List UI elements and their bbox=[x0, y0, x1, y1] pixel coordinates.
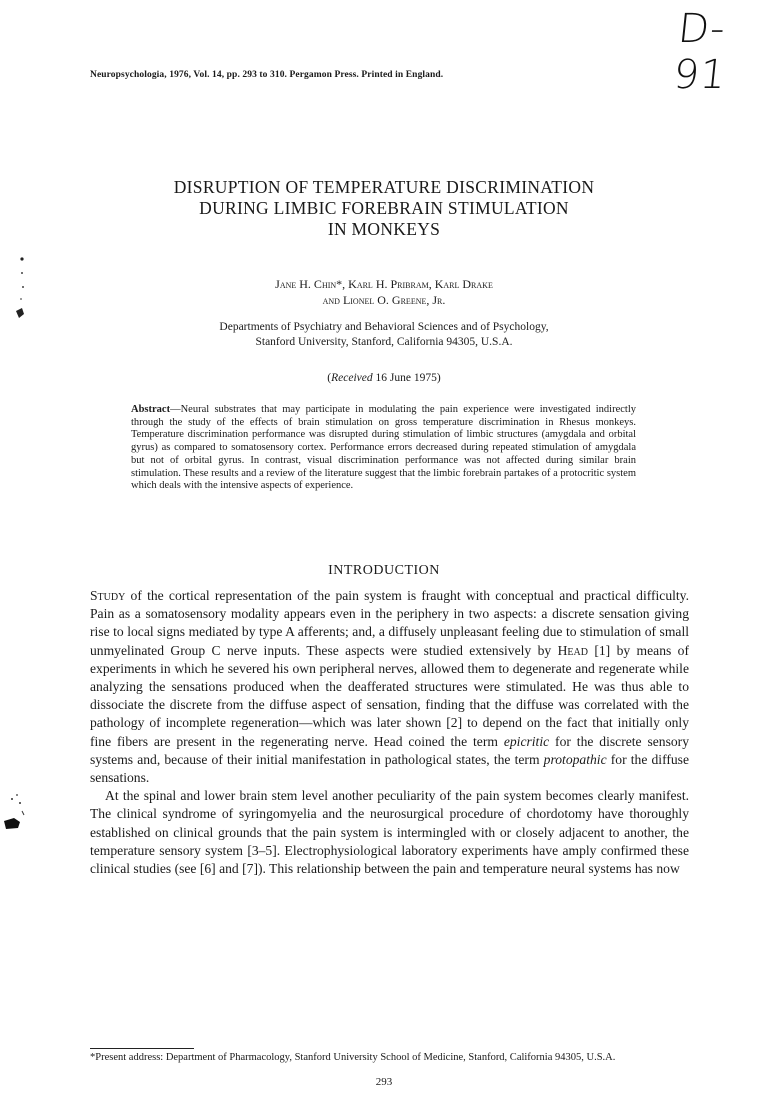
affiliation bbox=[0, 320, 768, 350]
footnote-rule bbox=[90, 1048, 194, 1049]
title-line-2: DURING LIMBIC FOREBRAIN STIMULATION bbox=[199, 198, 569, 218]
para1-segment-c: for the discrete sensory systems and, because of their initial manifestation in pathological states, the term bbox=[90, 733, 689, 767]
authors-line-2: and Lionel O. Greene, Jr. bbox=[322, 293, 446, 307]
section-heading: INTRODUCTION bbox=[328, 563, 440, 578]
title-line-3: IN MONKEYS bbox=[327, 219, 441, 239]
margin-scan-marks-lower bbox=[0, 785, 34, 845]
margin-scan-marks bbox=[10, 255, 40, 535]
footnote: *Present address: Department of Pharmacology, Stanford University School of Medicine, Stanford, California 94305, U.S.A. bbox=[90, 1052, 616, 1063]
term-protopathic: protopathic bbox=[543, 751, 607, 767]
abstract-text: —Neural substrates that may participate in modulating the pain experience were investigated indirectly through the study of the effects of brain stimulation on gross temperature discrimination in Rhesus monkeys. Temperature discrimination performance was disrupted during stimulation of limbic structures (amygdala and orbital gyrus) as compared to somatosensory cortex. Performance errors decreased during repeated stimulation of amygdala but not of orbital gyrus. In contrast, visual discrimination performance was not affected during similar brain stimulation. These results and a review of the literature suggest that the limbic forebrain partakes of a protocritic system which deals with the intensive aspects of experience. bbox=[131, 404, 636, 492]
authors bbox=[0, 276, 768, 308]
paragraph-2: At the spinal and lower brain stem level another peculiarity of the pain system becomes clearly manifest. The clinical syndrome of syringomyelia and the neurosurgical procedure of chordotomy have thoroughly established on clinical grounds that the pain system is intermingled with or closely adjacent to another, the temperature sensory system [3–5]. Electrophysiological laboratory experiments have amply confirmed these clinical studies (see [6] and [7]). This relationship between the pain and temperature neural systems has now bbox=[90, 788, 689, 877]
received-date: (Received 16 June 1975) bbox=[327, 372, 441, 384]
affiliation-line-1: Departments of Psychiatry and Behavioral Sciences and of Psychology, bbox=[219, 321, 549, 333]
paragraph-1 bbox=[90, 587, 689, 787]
article-title bbox=[0, 177, 768, 240]
para1-segment-d: for the diffuse sensations. bbox=[90, 751, 690, 786]
abstract bbox=[131, 404, 636, 493]
title-line-1: DISRUPTION OF TEMPERATURE DISCRIMINATION bbox=[173, 177, 595, 197]
para1-segment-b: [1] by means of experiments in which he severed his own peripheral nerves, allowed them to degenerate and regenerate while analyzing the sensations produced when the deafferated structures were stimulated. He was thus able to dissociate the discrete from the diffuse aspect of sensation, finding that the diffuse was correlated with the pathology of incomplete regeneration—which was later shown [2] to depend on the fact that initially only fine fibers are present in the regenerating nerve. Head coined the term bbox=[90, 642, 689, 749]
handwritten-annotation: D-91 bbox=[671, 6, 729, 98]
para1-first-word: Study bbox=[90, 588, 126, 603]
received-date-value: 16 June 1975 bbox=[375, 372, 437, 384]
para1-segment-a: of the cortical representation of the pain system is fraught with conceptual and practical difficulty. Pain as a somatosensory modality appears even in the periphery in two aspects: a discrete sensation giving rise to local signs mediated by type A afferents; and, a diffusely unpleasant feeling due to stimulation of small unmyelinated Group C nerve inputs. These aspects were studied extensively by bbox=[90, 588, 689, 658]
journal-citation: Neuropsychologia, 1976, Vol. 14, pp. 293 to 310. Pergamon Press. Printed in England. bbox=[90, 70, 444, 80]
page-number: 293 bbox=[375, 1076, 393, 1088]
body-text bbox=[90, 587, 689, 878]
author-head: Head bbox=[557, 642, 588, 658]
received-label: Received bbox=[331, 372, 373, 384]
abstract-lead: Abstract bbox=[131, 404, 171, 415]
authors-line-1: Jane H. Chin*, Karl H. Pribram, Karl Drake bbox=[275, 277, 493, 291]
affiliation-line-2: Stanford University, Stanford, California 94305, U.S.A. bbox=[255, 336, 513, 348]
term-epicritic: epicritic bbox=[503, 733, 550, 749]
